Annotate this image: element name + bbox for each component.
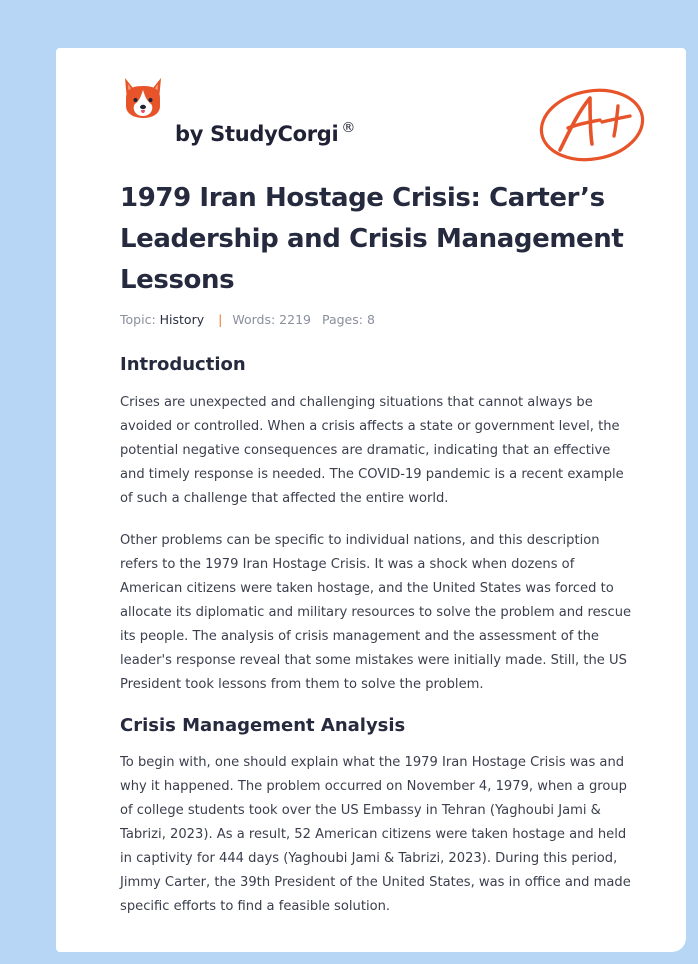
corgi-logo-icon: [122, 76, 164, 122]
paragraph: Other problems can be specific to individual nations, and this description refers to the 1979 Iran Hostage Crisis. It was a shock when dozens of American citizens were taken hostage, and the United States was forced to allocate its diplomatic and military resources to solve the problem and rescue its people. The analysis of crisis management and the assessment of the leader's response reveal that some mistakes were initially made. Still, the US President took lessons from them to solve the problem.: [120, 533, 632, 692]
document-page: [56, 48, 686, 952]
section-heading-crisis-management-analysis: Crisis Management Analysis: [120, 715, 406, 736]
pages-label: Pages:: [321, 312, 363, 327]
pages-value: 8: [366, 312, 375, 327]
registered-mark: ®: [341, 120, 356, 136]
words-value: 2219: [279, 312, 311, 327]
section-heading-introduction: Introduction: [120, 354, 246, 375]
paragraph: To begin with, one should explain what the 1979 Iran Hostage Crisis was and why it happened. The problem occurred on November 4, 1979, when a group of college students took over the US Embassy in Tehran (Yaghoubi Jami & Tabrizi, 2023). As a result, 52 American citizens were taken hostage and held in captivity for 444 days (Yaghoubi Jami & Tabrizi, 2023). During this period, Jimmy Carter, the 39th President of the United States, was in office and made specific efforts to find a feasible solution.: [120, 755, 631, 914]
brand-text: by StudyCorgi: [175, 122, 339, 146]
topic-value[interactable]: History: [159, 312, 205, 327]
words-label: Words:: [232, 312, 276, 327]
paragraph: Crises are unexpected and challenging situations that cannot always be avoided or controlled. When a crisis affects a state or government level, the potential negative consequences are dramatic, indicating that an effective and timely response is needed. The COVID-19 pandemic is a recent example of such a challenge that affected the entire world.: [120, 395, 624, 506]
header: [120, 76, 660, 146]
brand-name[interactable]: [175, 122, 355, 146]
document-meta: [120, 312, 375, 327]
meta-separator: |: [218, 312, 223, 327]
document-title: 1979 Iran Hostage Crisis: Carter’s Leadership and Crisis Management Lessons: [120, 183, 624, 295]
a-plus-grade-icon: [538, 84, 648, 168]
topic-label: Topic:: [120, 312, 156, 327]
